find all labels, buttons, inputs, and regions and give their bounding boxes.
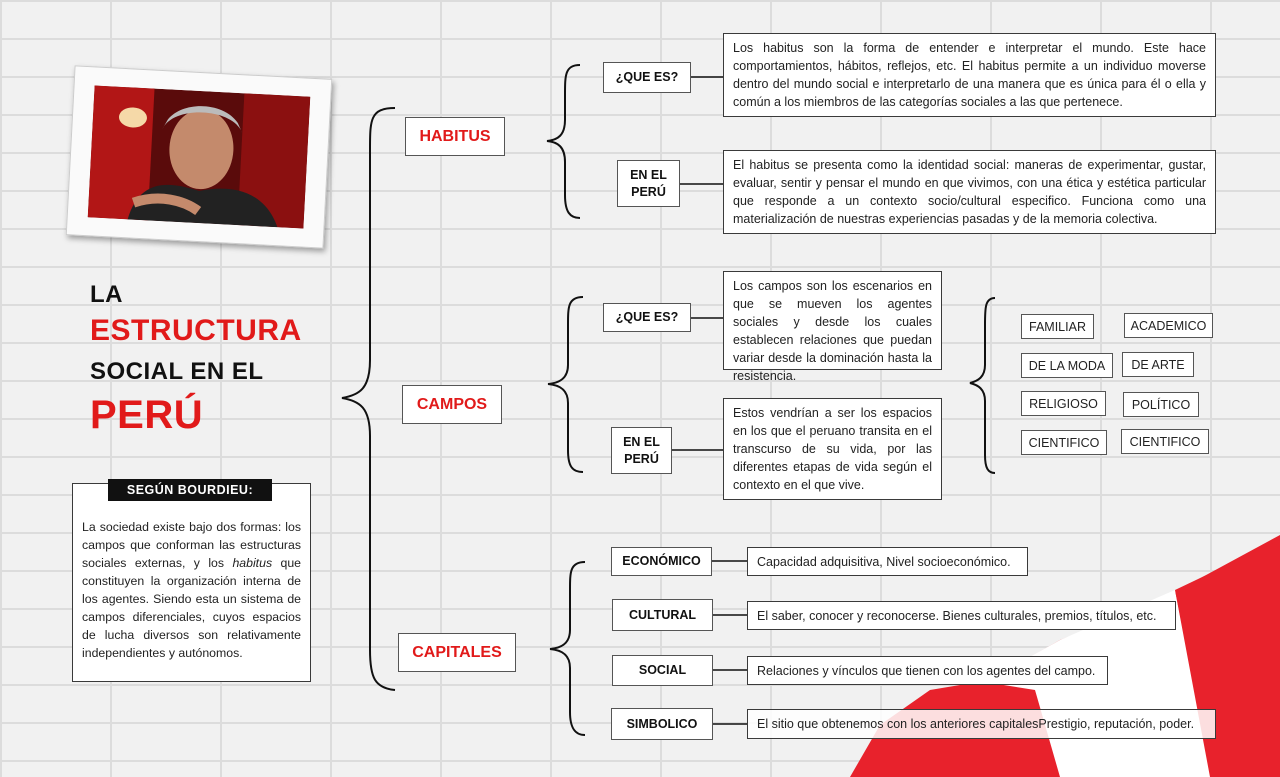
title-line-1: LA <box>90 281 123 308</box>
portrait-icon <box>88 85 311 228</box>
title-line-4: PERÚ <box>90 393 204 437</box>
title-line-2: ESTRUCTURA <box>90 314 302 347</box>
campo-religioso: RELIGIOSO <box>1021 391 1106 416</box>
campo-academico: ACADEMICO <box>1124 313 1213 338</box>
capital-economico-node: ECONÓMICO <box>611 547 712 576</box>
portrait-photo <box>66 65 333 248</box>
campo-cientifico-1: CIENTIFICO <box>1021 430 1107 455</box>
habitus-peru-text: El habitus se presenta como la identidad social: maneras de experimentar, gustar, evaluar, sentir y pensar el mundo en que vivimos, con una ética y estética particular que responde a un contexto socio/cultural especifico. Funciona como una materialización de nuestras experiencias pasadas y de la memoria colectiva. <box>723 150 1216 234</box>
campos-que-es-node: ¿QUE ES? <box>603 303 691 332</box>
habitus-node: HABITUS <box>405 117 505 156</box>
bourdieu-text-after: que constituyen la organización interna de los agentes. Siendo esta un sistema de campos diferenciales, cuyos espacios de lucha diversos son relativamente independientes y autónomos. <box>82 556 301 660</box>
campos-node: CAMPOS <box>402 385 502 424</box>
bourdieu-box <box>72 483 311 682</box>
campo-moda: DE LA MODA <box>1021 353 1113 378</box>
capital-simbolico-node: SIMBOLICO <box>611 708 713 740</box>
bourdieu-header: SEGÚN BOURDIEU: <box>108 479 272 501</box>
campos-peru-text: Estos vendrían a ser los espacios en los que el peruano transita en el transcurso de su vida, por las diferentes etapas de vida según el contexto en el que vive. <box>723 398 942 500</box>
habitus-peru-node: EN EL PERÚ <box>617 160 680 207</box>
main-title <box>90 280 330 438</box>
campo-arte: DE ARTE <box>1122 352 1194 377</box>
capital-social-text: Relaciones y vínculos que tienen con los agentes del campo. <box>747 656 1108 685</box>
capitales-node: CAPITALES <box>398 633 516 672</box>
campo-cientifico-2: CIENTIFICO <box>1121 429 1209 454</box>
campos-que-es-text: Los campos son los escenarios en que se mueven los agentes sociales y desde los cuales establecen relaciones que puedan variar desde la dominación hasta la resistencia. <box>723 271 942 370</box>
capital-simbolico-text: El sitio que obtenemos con los anteriores capitalesPrestigio, reputación, poder. <box>747 709 1216 739</box>
capital-cultural-node: CULTURAL <box>612 599 713 631</box>
bourdieu-text-italic: habitus <box>232 556 273 570</box>
campo-politico: POLÍTICO <box>1123 392 1199 417</box>
capital-economico-text: Capacidad adquisitiva, Nivel socioeconómico. <box>747 547 1028 576</box>
capital-cultural-text: El saber, conocer y reconocerse. Bienes culturales, premios, títulos, etc. <box>747 601 1176 630</box>
capital-social-node: SOCIAL <box>612 655 713 686</box>
campos-peru-node: EN EL PERÚ <box>611 427 672 474</box>
bourdieu-text-before: La sociedad existe bajo dos formas: los campos que conforman las estructuras sociales externas, y los <box>82 520 301 570</box>
campo-familiar: FAMILIAR <box>1021 314 1094 339</box>
habitus-que-es-text: Los habitus son la forma de entender e interpretar el mundo. Este hace comportamientos, hábitos, reflejos, etc. El habitus permite a un individuo moverse dentro del mundo social e interpretarlo de una manera que es única para él o ella y común a los miembros de las categorías sociales a las que pertenece. <box>723 33 1216 117</box>
habitus-que-es-node: ¿QUE ES? <box>603 62 691 93</box>
title-line-3: SOCIAL EN EL <box>90 358 264 385</box>
